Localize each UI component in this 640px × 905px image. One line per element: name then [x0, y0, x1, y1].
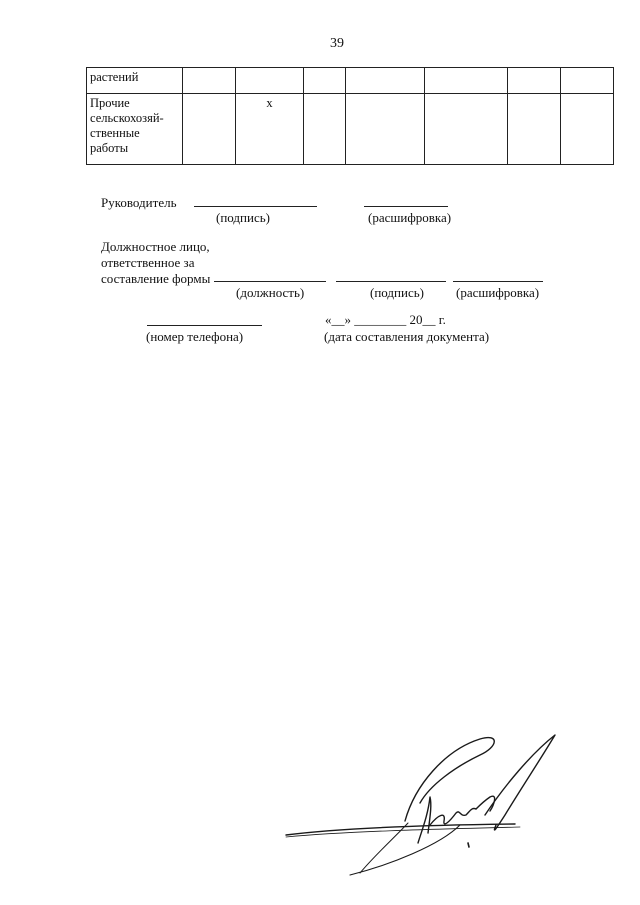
responsible-signature-line: [336, 281, 446, 282]
table-cell: [346, 94, 425, 165]
row-label-line: Прочие: [90, 96, 130, 110]
table-cell: [183, 68, 236, 94]
table-cell: [561, 68, 614, 94]
table-cell: [183, 94, 236, 165]
table-cell-mark: x: [236, 94, 304, 165]
responsible-label-line: ответственное за: [101, 255, 195, 270]
responsible-label-line: Должностное лицо,: [101, 239, 210, 254]
table-cell: [561, 94, 614, 165]
handwritten-signature: [280, 725, 570, 885]
data-table: [86, 67, 614, 165]
phone-caption: (номер телефона): [146, 329, 244, 344]
date-caption: (дата составления документа): [324, 329, 490, 344]
table-cell: [508, 68, 561, 94]
manager-decoding-line: [364, 206, 448, 207]
responsible-position-line: [214, 281, 326, 282]
row-label-line: сельскохозяй-: [90, 111, 164, 125]
table-cell: [236, 68, 304, 94]
table-cell: [508, 94, 561, 165]
responsible-position-caption: (должность): [236, 285, 305, 300]
manager-signature-caption: (подпись): [216, 210, 270, 225]
table-cell: [425, 68, 508, 94]
row-label-line: работы: [90, 141, 129, 155]
manager-decoding-caption: (расшифровка): [368, 210, 452, 225]
table-row: [87, 94, 614, 165]
date-template: «__» ________ 20__ г.: [325, 312, 446, 327]
responsible-label-line: составление формы: [101, 271, 211, 286]
responsible-label: [101, 239, 210, 287]
table-row: [87, 68, 614, 94]
table-cell: [425, 94, 508, 165]
manager-label: Руководитель: [101, 195, 177, 210]
row-label: растений: [87, 68, 183, 94]
manager-signature-line: [194, 206, 317, 207]
table-cell: [346, 68, 425, 94]
responsible-decoding-caption: (расшифровка): [456, 285, 540, 300]
phone-line: [147, 325, 262, 326]
page-number: 39: [330, 36, 344, 51]
responsible-signature-caption: (подпись): [370, 285, 424, 300]
row-label: [87, 94, 183, 165]
row-label-line: ственные: [90, 126, 140, 140]
table-cell: [304, 94, 346, 165]
table-cell: [304, 68, 346, 94]
responsible-decoding-line: [453, 281, 543, 282]
